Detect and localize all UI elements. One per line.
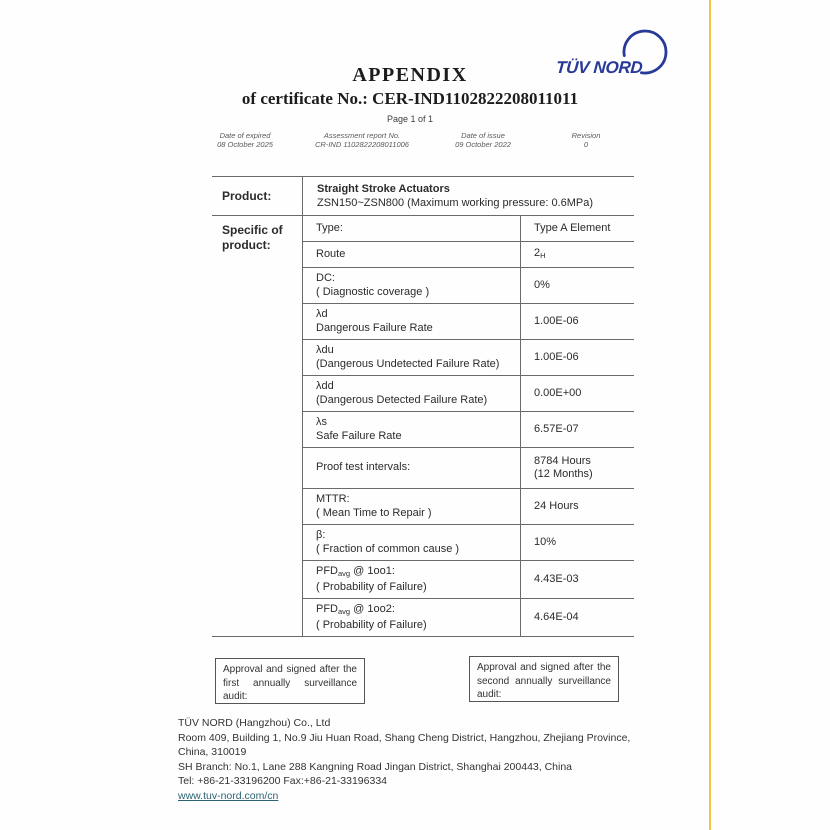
footer-website-link[interactable]: www.tuv-nord.com/cn	[178, 789, 279, 802]
footer-tel-fax: Tel: +86-21-33196200 Fax:+86-21-33196334	[178, 775, 387, 787]
certificate-table	[212, 176, 634, 637]
footer-company: TÜV NORD (Hangzhou) Co., Ltd	[178, 717, 331, 729]
meta-value: CR-IND 1102822208011006	[315, 140, 409, 149]
meta-date-of-issue	[423, 131, 543, 149]
meta-value: 0	[583, 140, 589, 149]
footer-address-block	[178, 716, 658, 803]
logo-wordmark: TÜV NORD	[555, 58, 644, 77]
meta-assessment-report-no	[288, 131, 436, 149]
product-description: ZSN150~ZSN800 (Maximum working pressure: 0.6MPa)	[317, 197, 594, 209]
page-title: APPENDIX	[352, 64, 468, 86]
meta-label: Assessment report No.	[323, 131, 401, 140]
meta-date-of-expired	[185, 131, 305, 149]
specific-section: Specific of product: Type: Type A Element Route 2H DC: ( Diagnostic coverage ) 0% λd Dangerous Failure Rate 1.00E-06 λdu (Dangerous Undetected Failure Rate) 1.00E-06 λdd (Dangerous Detected Failure Rate) 0.00E+00 λs Safe Failure Rate 6.57E-07 Proof test intervals: 8784 Hours (12 Months) MTTR: ( Mean Time to Repair ) 24 Hours β: ( Fraction of common cause ) 10% PFDavg @ 1oo1: ( Probability of Failure) 4.43E-03 PFDavg @ 1oo2: ( Probability of Failure) 4.64E-04	[212, 216, 634, 637]
table-row-product	[212, 177, 634, 216]
meta-value: 08 October 2025	[217, 140, 273, 149]
meta-label: Date of issue	[461, 131, 505, 140]
footer-address-line1: Room 409, Building 1, No.9 Jiu Huan Road, Shang Cheng District, Hangzhou, Zhejiang Province, China, 310019	[178, 731, 631, 758]
gold-edge-line	[709, 0, 711, 830]
approval-box-second-audit: Approval and signed after the second annually surveillance audit:	[469, 656, 619, 702]
product-header: Product:	[222, 189, 272, 203]
meta-label: Revision	[571, 131, 601, 140]
specific-header: Specific of product:	[222, 223, 283, 252]
tuv-nord-logo	[556, 24, 676, 82]
product-cell	[302, 177, 634, 215]
certificate-number: of certificate No.: CER-IND1102822208011011	[241, 89, 579, 108]
meta-value: 09 October 2022	[455, 140, 511, 149]
product-name: Straight Stroke Actuators	[317, 183, 450, 195]
approval-box-first-audit: Approval and signed after the first annually surveillance audit:	[215, 658, 365, 704]
page-number: Page 1 of 1	[386, 114, 434, 124]
meta-revision	[546, 131, 626, 149]
footer-address-line2: SH Branch: No.1, Lane 288 Kangning Road Jingan District, Shanghai 200443, China	[178, 760, 573, 773]
meta-label: Date of expired	[219, 131, 271, 140]
